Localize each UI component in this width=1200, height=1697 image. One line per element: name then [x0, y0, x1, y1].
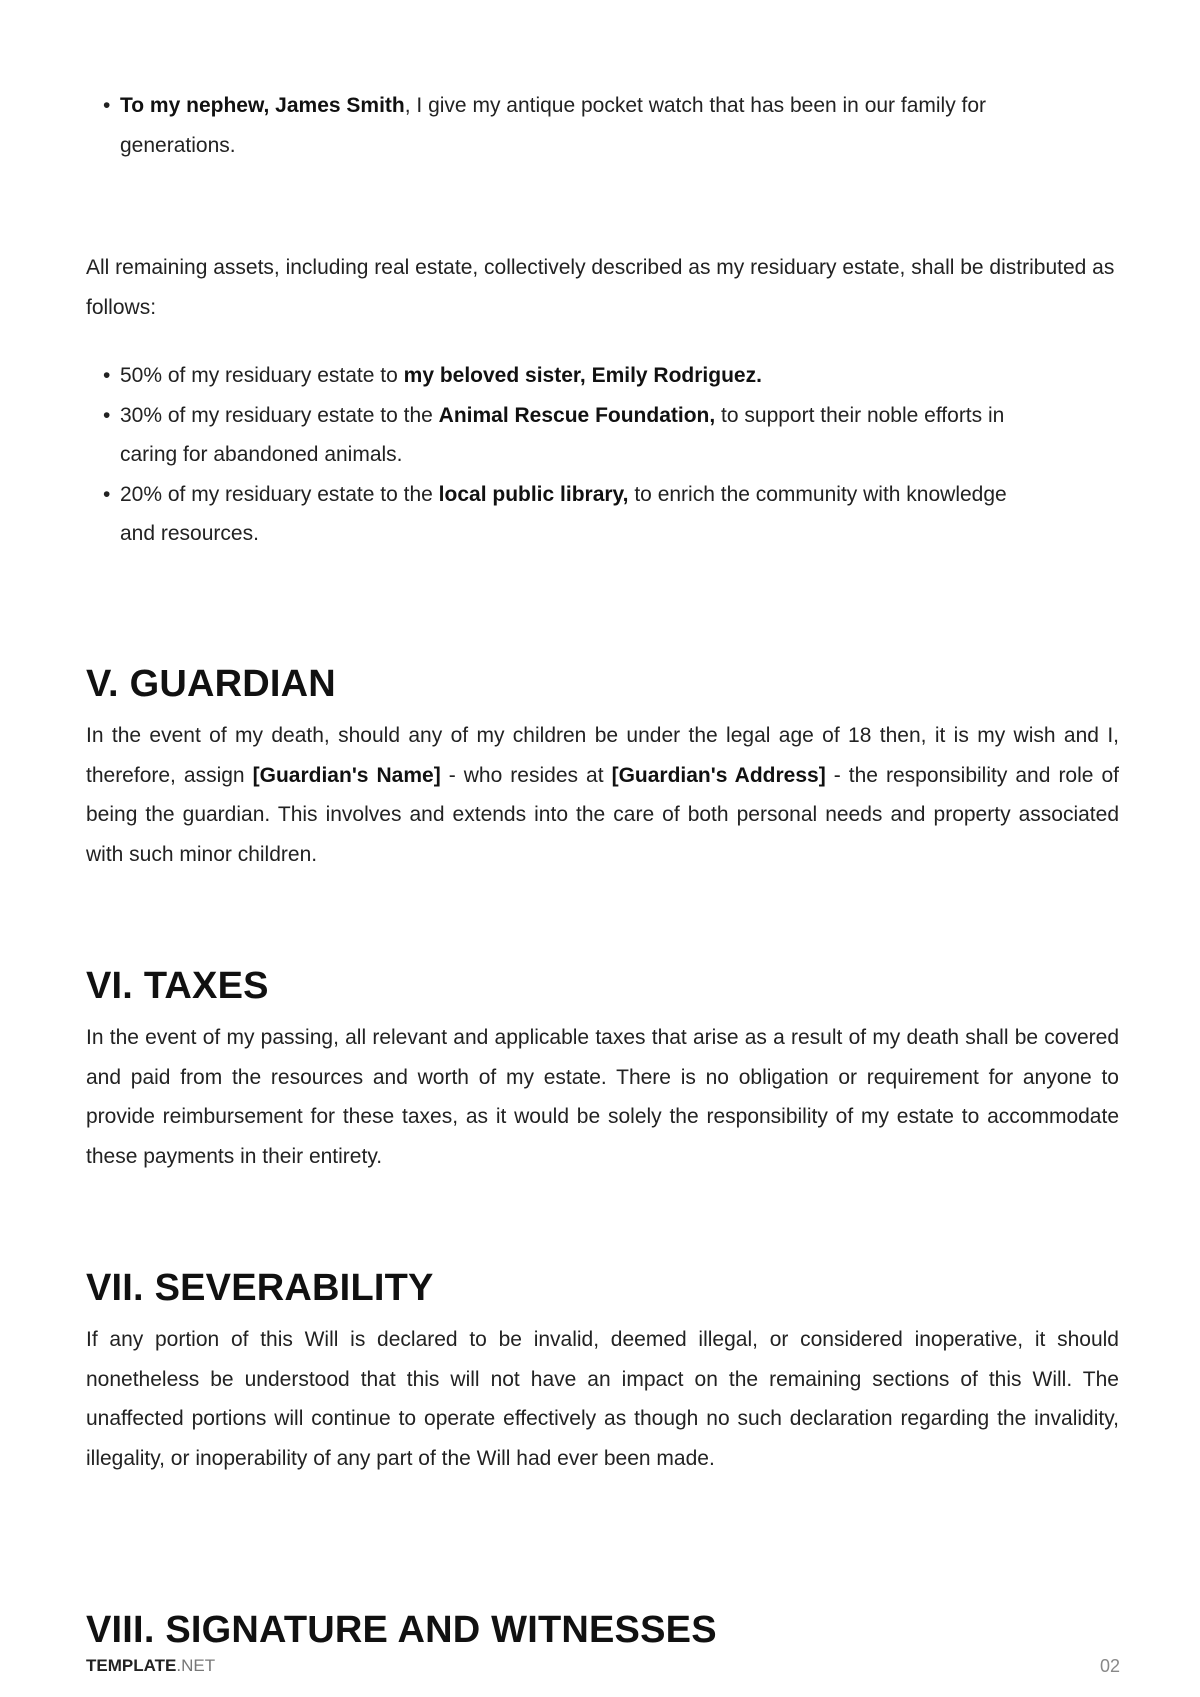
guardian-text: - who resides at	[440, 763, 612, 787]
taxes-paragraph: In the event of my passing, all relevant and applicable taxes that arise as a result of my death shall be covered and paid from the resources and worth of my estate. There is no obligation or requirement for anyone to provide reimbursement for these taxes, as it would be solely the responsibility of my estate to accommodate these payments in their entirety.	[86, 1026, 1119, 1168]
guardian-text: In the event of my death, should any of my children be under the legal age of 18 then, it is my wish and I, therefore, assign	[86, 724, 1119, 787]
guardian-paragraph	[86, 716, 1119, 874]
severability-paragraph: If any portion of this Will is declared to be invalid, deemed illegal, or considered inoperative, it should nonetheless be understood that this will not have an impact on the remaining sections of this Will. The unaffected portions will continue to operate effectively as though no such declaration regarding the invalidity, illegality, or inoperability of any part of the Will had ever been made.	[86, 1328, 1119, 1470]
list-item	[86, 396, 1046, 475]
specific-bequests-list	[86, 86, 1066, 165]
bullet-icon: •	[103, 403, 111, 427]
section-heading-guardian: V. GUARDIAN	[86, 663, 336, 705]
page-number: 02	[1099, 1656, 1120, 1676]
residuary-beneficiary: local public library,	[438, 482, 629, 506]
guardian-text: - the responsibility and role of being the guardian. This involves and extends into the care of both personal needs and property associated with such minor children.	[86, 763, 1119, 866]
bequest-recipient: To my nephew, James Smith	[120, 94, 405, 117]
residuary-beneficiary: my beloved sister, Emily Rodriguez.	[403, 364, 762, 387]
list-item	[86, 356, 1046, 396]
section-heading-taxes: VI. TAXES	[86, 965, 269, 1007]
list-item	[86, 86, 1066, 165]
section-heading-signature: VIII. SIGNATURE AND WITNESSES	[86, 1609, 717, 1651]
footer-brand-logo	[86, 1656, 215, 1676]
bullet-icon: •	[103, 364, 111, 387]
residuary-share-text: 50% of my residuary estate to	[120, 364, 404, 387]
section-heading-severability: VII. SEVERABILITY	[86, 1267, 434, 1309]
residuary-intro: All remaining assets, including real estate, collectively described as my residuary estate, shall be distributed as follows:	[86, 256, 1115, 319]
residuary-purpose: to enrich the community with knowledge and resources.	[120, 482, 1007, 545]
residuary-list	[86, 356, 1046, 554]
residuary-share-text: 20% of my residuary estate to the	[120, 482, 439, 506]
bequest-text: , I give my antique pocket watch that has been in our family for generations.	[120, 94, 987, 157]
brand-name: TEMPLATE	[86, 1656, 177, 1675]
residuary-beneficiary: Animal Rescue Foundation,	[438, 403, 716, 427]
guardian-address-placeholder: [Guardian's Address]	[611, 763, 826, 787]
bullet-icon: •	[103, 94, 111, 117]
bullet-icon: •	[103, 482, 111, 506]
guardian-name-placeholder: [Guardian's Name]	[252, 763, 441, 787]
residuary-share-text: 30% of my residuary estate to the	[120, 403, 439, 427]
brand-suffix: .NET	[176, 1656, 216, 1675]
list-item	[86, 475, 1046, 554]
residuary-purpose: to support their noble efforts in caring for abandoned animals.	[120, 403, 1005, 466]
